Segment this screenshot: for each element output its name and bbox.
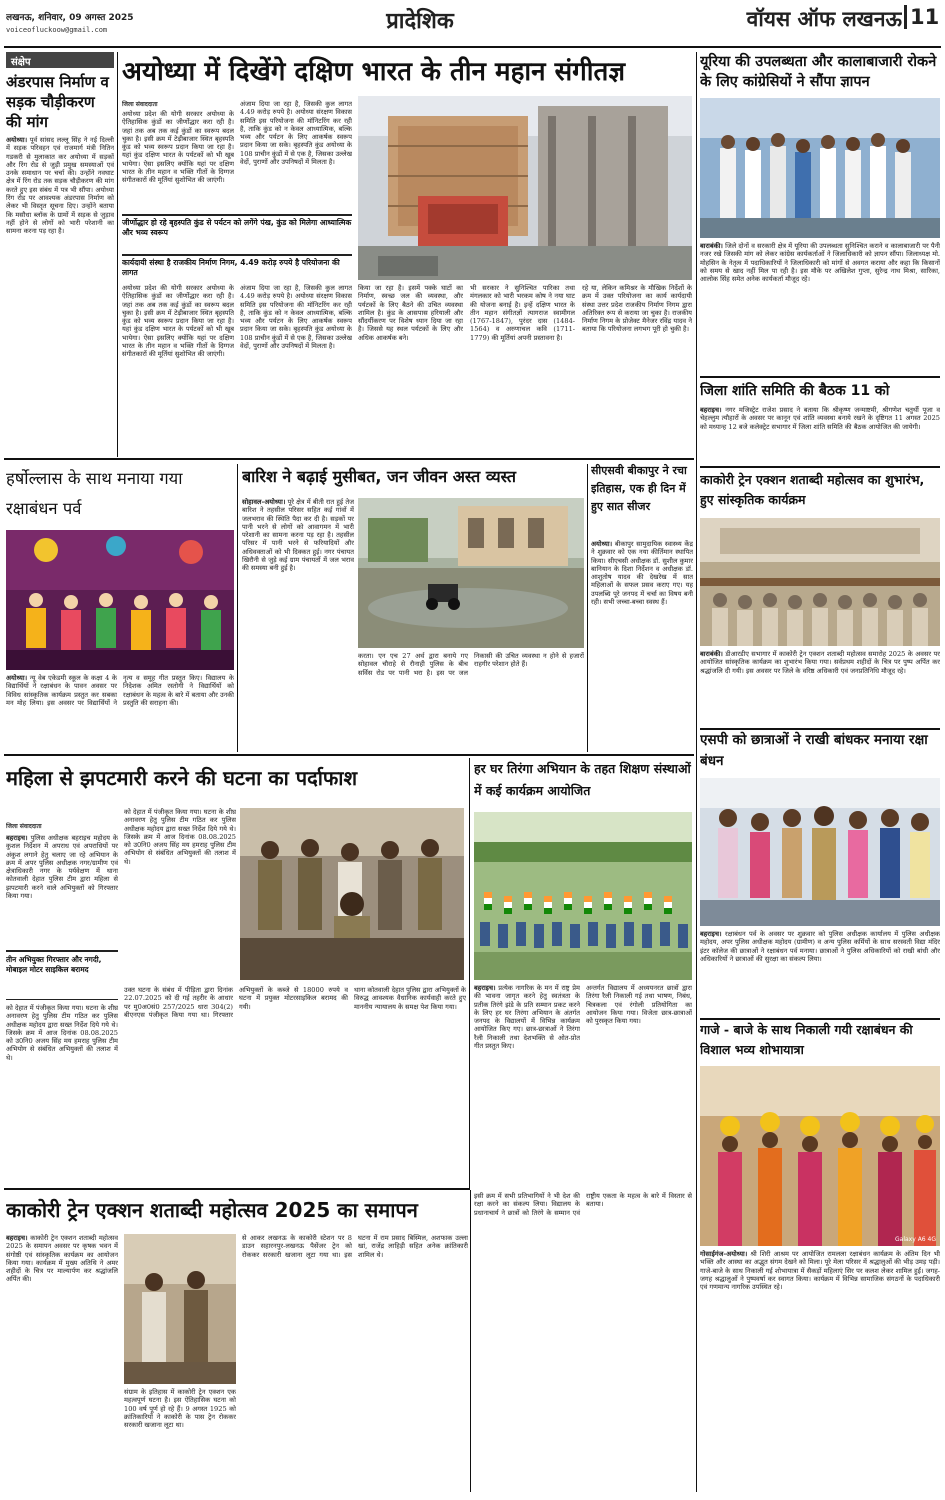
tiranga-body <box>474 984 580 1184</box>
kakori2-photo-art <box>124 1234 236 1384</box>
cbse-body <box>591 540 693 750</box>
sp-rakhi-lead: बहराइच। <box>700 930 722 938</box>
gaje-lead: गोसाईगंज-अयोध्या। <box>700 1250 748 1258</box>
rakhi-divider <box>237 464 238 752</box>
page-number: 11 <box>904 5 940 29</box>
kakori2-text: काकोरी ट्रेन एक्शन शताब्दी महोत्सव 2025 के समापन अवसर पर कृषक भवन में संगोष्ठी एवं सांस्कृतिक कार्यक्रम का आयोजन किया गया। कार्यक्रम में मुख्य अतिथि ने अमर शहीदों के चित्र पर माल्यार्पण कर श्रद्धांजलि अर्पित की। <box>6 1234 118 1284</box>
brief-headline: अंडरपास निर्माण व सड़क चौड़ीकरण की मांग <box>6 73 109 131</box>
kakori2-body2: संग्राम के इतिहास में काकोरी ट्रेन एक्शन एक महत्वपूर्ण घटना है। इस ऐतिहासिक घटना को 100 वर्ष पूर्ण हो रहे हैं। 9 अगस्त 1925 को क्रांतिकारियों ने काकोरी के पास ट्रेन रोककर सरकारी खजाना लूटा था। <box>124 1388 236 1430</box>
sp-rakhi-photo-art <box>700 778 940 926</box>
cbse-text: बीकापुर सामुदायिक स्वास्थ्य केंद्र ने शुक्रवार को एक नया कीर्तिमान स्थापित किया। सीएचसी अधीक्षक डॉ. सुशील कुमार बानियान के दिशा निर्देशन व अधीक्षक डॉ. आशुतोष यादव की देखरेख में सात महिलाओं के सफल प्रसव कराए गए। यह उपलब्धि पूरे जनपद में चर्चा का विषय बनी रही। सभी जच्चा-बच्चा स्वस्थ हैं। <box>591 540 693 607</box>
cbse-headline: सीएसवी बीकापुर ने रचा इतिहास, एक ही दिन में हुए सात सीजर <box>591 464 687 513</box>
rakhi-school-lead: अयोध्या। <box>6 674 28 682</box>
header-rule <box>4 46 941 48</box>
kakori1-body <box>700 650 940 726</box>
congress-rule <box>700 376 940 378</box>
kakori2-photo <box>124 1234 236 1384</box>
sp-rakhi-body <box>700 930 940 1016</box>
rain-headline: बारिश ने बढ़ाई मुसीबत, जन जीवन अस्त व्यस्त <box>242 467 516 486</box>
congress-body <box>700 242 940 372</box>
lead-col4: किया जा रहा है। इसमें पक्के घाटों का निर्माण, स्वच्छ जल की व्यवस्था, और पर्यटकों के लिए बैठने की उचित व्यवस्था शामिल है। कुंड के आसपास हरियाली और सौंदर्यीकरण पर विशेष ध्यान दिया जा रहा है। जिससे यह स्थल पर्यटकों के लिए और अधिक आकर्षक बने। <box>358 284 463 342</box>
lead-headline: अयोध्या में दिखेंगे दक्षिण भारत के तीन महान संगीतज्ञ <box>122 57 626 87</box>
lead-byline: जिला संवाददाता <box>122 101 158 108</box>
police-body3: उक्त घटना के संबंध में पीड़िता द्वारा दिनांक 22.07.2025 को दी गई तहरीर के आधार पर मु0अ0सं0 257/2025 धारा 304(2) बीएनएस पंजीकृत किया गया था। गिरफ्तार अभियुक्तों के कब्जे से 18000 रुपये व घटना में प्रयुक्त मोटरसाइकिल बरामद की गयी। <box>124 986 348 1019</box>
email: voiceofluckoow@gmail.com <box>6 26 108 34</box>
gaje-photo-art <box>700 1066 940 1246</box>
rain-body2: करता। एन एच 27 अर्थ द्वारा बनाये गए सोहावल चौराहे से रौनाही पुलिस के बीच सर्विस रोड पर पानी भरा है। इस पर जल निकासी की उचित व्यवस्था न होने से हजारों राहगीर परेशान होते हैं। <box>358 652 584 677</box>
rain-body <box>242 498 354 750</box>
gaje-body <box>700 1250 940 1490</box>
peace-headline: जिला शांति समिति की बैठक 11 को <box>700 383 890 399</box>
congress-photo-art <box>700 98 940 238</box>
sp-rakhi-photo <box>700 778 940 926</box>
lead-col1: अयोध्या प्रदेश की योगी सरकार अयोध्या के ऐतिहासिक कुंडों का जीर्णोद्धार करा रही है। जहां तक अब तक कई कुंडों का स्वरूप बदल चुका है। इसी क्रम में टेढ़ीबाजार स्थित बृहस्पति कुंड को भव्य स्वरूप प्रदान किया जा रहा है। यहां कुंड दक्षिण भारत के पर्यटकों को भी खूब भायेगा। ऐसा इसलिए क्योंकि यहां पर दक्षिण भारत के तीन महान व भक्ति गीतों के दिग्गज संगीतकारों की मूर्तियां सुशोभित की जाएंगी। <box>122 110 234 185</box>
gaje-photo <box>700 1066 940 1246</box>
police-lead: बहराइच। <box>6 834 28 842</box>
rain-lead: सोहावल-अयोध्या। <box>242 498 286 506</box>
rakhi-school-photo <box>6 530 234 670</box>
police-byline: जिला संवाददाता <box>6 823 42 830</box>
lead-pull-2 <box>122 254 352 280</box>
tiranga-headline: हर घर तिरंगा अभियान के तहत शिक्षण संस्थाओं में कई कार्यक्रम आयोजित <box>474 761 691 798</box>
kakori2-body3: से आकर लखनऊ के काकोरी स्टेशन पर 8 डाउन सहारनपुर-लखनऊ पैसेंजर ट्रेन को रोककर सरकारी खजाना लूटा गया था। इस घटना में राम प्रसाद बिस्मिल, अशफाक उल्ला खां, राजेंद्र लाहिड़ी सहित अनेक क्रांतिकारी शामिल थे। <box>242 1234 468 1259</box>
lead-pull-1 <box>122 214 352 252</box>
brief-lead: अयोध्या। <box>6 136 28 144</box>
lead-col1b: अयोध्या प्रदेश की योगी सरकार अयोध्या के ऐतिहासिक कुंडों का जीर्णोद्धार करा रही है। जहां तक अब तक कई कुंडों का स्वरूप बदल चुका है। इसी क्रम में टेढ़ीबाजार स्थित बृहस्पति कुंड को भव्य स्वरूप प्रदान किया जा रहा है। यहां कुंड दक्षिण भारत के पर्यटकों को भी खूब भायेगा। ऐसा इसलिए क्योंकि यहां पर दक्षिण भारत के तीन महान व भक्ति गीतों के दिग्गज संगीतकारों की मूर्तियां सुशोभित की जाएंगी। <box>122 284 234 359</box>
peace-lead: बहराइच। <box>700 406 722 414</box>
lead-pull-1-text: जीर्णोद्धार हो रहे बृहस्पति कुंड से पर्यटन को लगेंगे पंख, कुंड को मिलेगा आध्यात्मिक और भव्य स्वरूप <box>122 218 352 237</box>
police-photo-art <box>240 808 464 980</box>
kakori2-body <box>6 1234 118 1494</box>
tiranga-photo-art <box>474 812 692 980</box>
tiranga-body2: अन्तर्गत विद्यालय में अध्ययनरत छात्रों द्वारा तिरंगा रैली निकाली गई तथा भाषण, निबंध, चित्रकला एवं रंगोली प्रतियोगिता का आयोजन किया गया। विजेता छात्र-छात्राओं को पुरस्कृत किया गया। <box>586 984 692 1026</box>
rain-divider <box>587 464 588 752</box>
kakori1-headline: काकोरी ट्रेन एक्शन शताब्दी महोत्सव का शुभारंभ, हुए सांस्कृतिक कार्यक्रम <box>700 472 925 507</box>
kakori2-divider <box>470 1190 471 1492</box>
cbse-lead: अयोध्या। <box>591 540 613 548</box>
band2-bottom-rule <box>4 754 694 756</box>
kund-photo-art <box>358 96 692 280</box>
peace-text: नगर मजिस्ट्रेट राजेश प्रसाद ने बताया कि श्रीकृष्ण जन्माष्टमी, श्रीगणेश चतुर्थी पूजा व चेहल्लुम त्यौहारों के अवसर पर कानून एवं शांति व्यवस्था बनाये रखने के दृष्टिगत 11 अगस्त 2025 को मध्यान्ह 12 बजे कलेक्ट्रेट सभागार में जिला शांति समिति की बैठक आयोजित की जायेगी। <box>700 406 940 431</box>
rain-photo <box>358 498 584 648</box>
police-photo <box>240 808 464 980</box>
rakhi-school-text: न्यू वेब एकेडमी स्कूल के कक्षा 4 के विद्यार्थियों ने रक्षाबंधन के पावन अवसर पर विविध सांस्कृतिक कार्यक्रम प्रस्तुत कर सबका मन मोह लिया। इस अवसर पर विद्यार्थियों ने नृत्य व समूह गीत प्रस्तुत किए। विद्यालय के निदेशक अमित रस्तोगी ने विद्यार्थियों को रक्षाबंधन के महत्व के बारे में बताया और उनकी प्रस्तुति की सराहना की। <box>6 674 234 707</box>
brief-label: संक्षेप <box>6 52 114 68</box>
police-body4: थाना कोतवाली देहात पुलिस द्वारा अभियुक्तों के विरुद्ध आवश्यक वैधानिक कार्यवाही करते हुए माननीय न्यायालय के समक्ष पेश किया गया। <box>354 986 466 1011</box>
rakhi-school-headline: हर्षोल्लास के साथ मनाया गया रक्षाबंधन पर्व <box>6 469 183 518</box>
kund-photo <box>358 96 692 280</box>
rakhi-school-body <box>6 674 234 752</box>
lead-col2: अंजाम दिया जा रहा है, जिसकी कुल लागत 4.49 करोड़ रुपये है। अयोध्या संरक्षण विकास समिति इस परियोजना की मॉनिटरिंग कर रही है, ताकि कुंड को न केवल आध्यात्मिक, बल्कि भव्य और पर्यटन के लिए आकर्षक स्वरूप प्रदान किया जा सके। बृहस्पति कुंड अयोध्या के 108 प्राचीन कुंडों में से एक है, जिसका उल्लेख वेदों, पुराणों और उपनिषदों में मिलता है। <box>240 100 352 167</box>
brief-body <box>6 136 114 456</box>
masthead: वॉयस ऑफ लखनऊ <box>746 7 902 31</box>
kakori1-text: डीआरडीए सभागार में काकोरी ट्रेन एक्शन शताब्दी महोत्सव समारोह 2025 के अवसर पर आयोजित सांस्कृतिक कार्यक्रम का शुभारंभ किया गया। सर्वप्रथम शहीदों के चित्र पर पुष्प अर्पित कर श्रद्धांजलि दी गयी। इस अवसर पर जिले के वरिष्ठ अधिकारी एवं जनप्रतिनिधि मौजूद रहे। <box>700 650 940 675</box>
peace-body <box>700 406 940 464</box>
right-col-divider <box>696 52 697 1492</box>
peace-rule <box>700 466 940 468</box>
brief-divider <box>117 52 118 457</box>
police-text: पुलिस अधीक्षक बहराइच महोदय के कुशल निर्देशन में अपराध एवं अपराधियों पर अंकुश लगाने हेतु चलाए जा रहे अभियान के क्रम में अपर पुलिस अधीक्षक नगर/ग्रामीण एवं क्षेत्राधिकारी नगर के पर्यवेक्षण में थाना कोतवाली देहात पुलिस टीम द्वारा महिला से झपटमारी करने वाले अभियुक्तों को गिरफ्तार किया गया। <box>6 834 118 901</box>
page-header <box>0 0 945 48</box>
police-col2: को देहात में पंजीकृत किया गया। घटना के शीघ्र अनावरण हेतु पुलिस टीम गठित कर पुलिस अधीक्षक महोदय द्वारा सख्त निर्देश दिये गये थे। जिसके क्रम में आज दिनांक 08.08.2025 को उ0नि0 अजय सिंह मय हमराह पुलिस टीम अभियोग से संबंधित अभियुक्तों की तलाश में थे। <box>124 808 236 866</box>
congress-lead: बाराबंकी। <box>700 242 723 250</box>
congress-headline: यूरिया की उपलब्धता और कालाबाजारी रोकने के लिए कांग्रेसियों ने सौंपा ज्ञापन <box>700 54 937 90</box>
gaje-headline: गाजे - बाजे के साथ निकाली गयी रक्षाबंधन की विशाल भव्य शोभायात्रा <box>700 1022 913 1057</box>
kakori1-lead: बाराबंकी। <box>700 650 723 658</box>
lead-pull-2-text: कार्यदायी संस्था है राजकीय निर्माण निगम, 4.49 करोड़ रुपये है परियोजना की लागत <box>122 258 340 277</box>
police-divider <box>469 758 470 1188</box>
kakori1-photo <box>700 518 940 646</box>
kakori1-photo-art <box>700 518 940 646</box>
tiranga-photo <box>474 812 692 980</box>
dateline: लखनऊ, शनिवार, 09 अगस्त 2025 <box>6 13 134 23</box>
kakori2-headline: काकोरी ट्रेन एक्शन शताब्दी महोत्सव 2025 का समापन <box>6 1198 418 1222</box>
police-headline: महिला से झपटमारी करने की घटना का पर्दाफाश <box>6 766 358 790</box>
brief-text: पूर्व सांसद लल्लू सिंह ने नई दिल्ली में सड़क परिवहन एवं राजमार्ग मंत्री नितिन गडकरी से मुलाकात कर अयोध्या में सड़कों और रिंग रोड से जुड़ी प्रमुख समस्याओं एवं उनके समाधान पर चर्चा की। उन्होंने नवघाट क्षेत्र में रिंग रोड तक सड़क चौड़ीकरण की मांग करते हुए इस संबंध में पत्र भी सौंपा। अयोध्या रिंग रोड पर आवश्यक अंडरपास निर्माण को लेकर भी विस्तृत सूचना दिए। उन्होंने बताया कि मसौधा ब्लॉक के ग्रामों में सड़क से जुड़ाव नहीं होने से लोगों को भारी परेशानी का सामना करना पड़ रहा है। <box>6 136 114 236</box>
kakori2-lead: बहराइच। <box>6 1234 28 1242</box>
lead-col6: रहे या, लेकिन कमिश्नर के मौखिक निर्देशों के क्रम में उक्त परियोजना का कार्य कार्यदायी संस्था उत्तर प्रदेश राजकीय निर्माण निगम द्वारा अतिरिक्त रूप से कराया जा चुका है। राजकीय निर्माण निगम के प्रोजेक्ट मैनेजर रविंद्र यादव ने बताया कि परियोजना लगभग पूरी हो चुकी है। <box>582 284 692 334</box>
police-bottom-rule <box>4 1188 470 1190</box>
tiranga-lead: बहराइच। <box>474 984 496 992</box>
gaje-text: श्री शिरी आश्रम पर आयोजित रामलला रक्षाबंधन कार्यक्रम के अंतिम दिन भी भक्ति और आस्था का अद्भुत संगम देखने को मिला। पूरे मेला परिसर में श्रद्धालुओं की भीड़ उमड़ पड़ी। गाजे-बाजे के साथ निकाली गई शोभायात्रा में सैकड़ों महिलाएं सिर पर कलश लेकर शामिल हुईं। जगह-जगह श्रद्धालुओं ने पुष्पवर्षा कर स्वागत किया। कार्यक्रम में विभिन्न सामाजिक संगठनों के पदाधिकारी एवं गणमान्य नागरिक उपस्थित रहे। <box>700 1250 940 1292</box>
lead-col2b: अंजाम दिया जा रहा है, जिसकी कुल लागत 4.49 करोड़ रुपये है। अयोध्या संरक्षण विकास समिति इस परियोजना की मॉनिटरिंग कर रही है, ताकि कुंड को न केवल आध्यात्मिक, बल्कि भव्य और पर्यटन के लिए आकर्षक स्वरूप प्रदान किया जा सके। बृहस्पति कुंड अयोध्या के 108 प्राचीन कुंडों में से एक है, जिसका उल्लेख वेदों, पुराणों और उपनिषदों में मिलता है। <box>240 284 352 351</box>
tiranga-text: प्रत्येक नागरिक के मन में राष्ट्र प्रेम की भावना जागृत करने हेतु स्वतंत्रता के प्रतीक तिरंगे झंडे के प्रति सम्मान प्रकट करने के लिए हर घर तिरंगा अभियान के अंतर्गत जनपद के विद्यालयों में विभिन्न कार्यक्रम आयोजित किए गए। छात्र-छात्राओं ने तिरंगा रैली निकाली तथा देशभक्ति से ओत-प्रोत गीत प्रस्तुत किए। <box>474 984 580 1051</box>
camera-watermark: Galaxy A6 4G <box>895 1236 936 1243</box>
police-pull <box>6 950 118 1000</box>
police-body <box>6 834 118 946</box>
rakhi-school-photo-art <box>6 530 234 670</box>
sp-rakhi-headline: एसपी को छात्राओं ने राखी बांधकर मनाया रक्षा बंधन <box>700 732 928 769</box>
lead-col5: भी सरकार ने सुनिश्चित पारिका तथा मंगलकार को भारी भरकम कोष ने नया घाट की योजना बनाई है। इन्हें दक्षिण भारत के तीन महान संगीतज्ञों त्यागराज स्वामीगल (1767-1847), पुरंदर दास (1484-1564) व अरुणाचल कवि (1711-1779) की मूर्तियां अपनी प्रस्तावना है। <box>470 284 575 342</box>
lead-bottom-rule <box>4 458 694 460</box>
rain-text: पूरे क्षेत्र में बीती रात हुई तेज बारिश ने तहसील परिसर सहित कई गांवों में जलभराव की स्थिति पैदा कर दी है। सड़कों पर पानी भरने से लोगों को आवागमन में भारी परेशानी का सामना करना पड़ रहा है। तहसील परिसर में पानी भरने से फरियादियों और अधिवक्ताओं को भी दिक्कत हुई। नगर पंचायत खिरौनी से जुड़े कई ग्राम पंचायतों में जल भराव की समस्या बनी हुई है। <box>242 498 354 573</box>
congress-text: जिले दोनों व सरकारी क्षेत्र में यूरिया की उपलब्धता सुनिश्चित कराने व कालाबाजारी पर पैनी नजर रखे जिसकी मांग को लेकर कांग्रेस कार्यकर्ताओं ने जिलाधिकारी को ज्ञापन सौंपा। जिलाध्यक्ष मो. मोहसिन के नेतृत्व में पदाधिकारियों ने जिलाधिकारी को मांगों से अवगत कराया और कहा कि किसानों को समय से खाद नहीं मिल पा रही है। इस मौके पर अखिलेश गुप्ता, सुरेन्द्र नाथ मिश्रा, सारिका, आलोक सिंह समेत अनेक कार्यकर्ता मौजूद रहे। <box>700 242 940 284</box>
sp-rakhi-text: रक्षाबंधन पर्व के अवसर पर शुक्रवार को पुलिस अधीक्षक कार्यालय में पुलिस अधीक्षक महोदय, अपर पुलिस अधीक्षक महोदय (ग्रामीण) व अन्य पुलिस कर्मियों के साथ सरस्वती विद्या मंदिर इंटर कॉलेज की छात्राओं ने रक्षाबंधन पर्व मनाया। छात्राओं ने पुलिस अधिकारियों को राखी बांधी और अधिकारियों ने छात्राओं की सुरक्षा का संकल्प लिया। <box>700 930 940 963</box>
congress-photo <box>700 98 940 238</box>
rain-photo-art <box>358 498 584 648</box>
section-label: प्रादेशिक <box>386 9 454 34</box>
tiranga-body3: इसी क्रम में सभी प्रतिभागियों ने भी देश की रक्षा करने का संकल्प लिया। विद्यालय के प्रधानाचार्य ने छात्रों को तिरंगे के सम्मान एवं राष्ट्रीय एकता के महत्व के बारे में विस्तार से बताया। <box>474 1192 692 1217</box>
police-body2: को देहात में पंजीकृत किया गया। घटना के शीघ्र अनावरण हेतु पुलिस टीम गठित कर पुलिस अधीक्षक महोदय द्वारा सख्त निर्देश दिये गये थे। जिसके क्रम में आज दिनांक 08.08.2025 को उ0नि0 अजय सिंह मय हमराह पुलिस टीम अभियोग से संबंधित अभियुक्तों की तलाश में थे। <box>6 1004 118 1062</box>
police-pull-text: तीन अभियुक्त गिरफ्तार और नगदी, मोबाइल मोटर साइकिल बरामद <box>6 955 102 974</box>
